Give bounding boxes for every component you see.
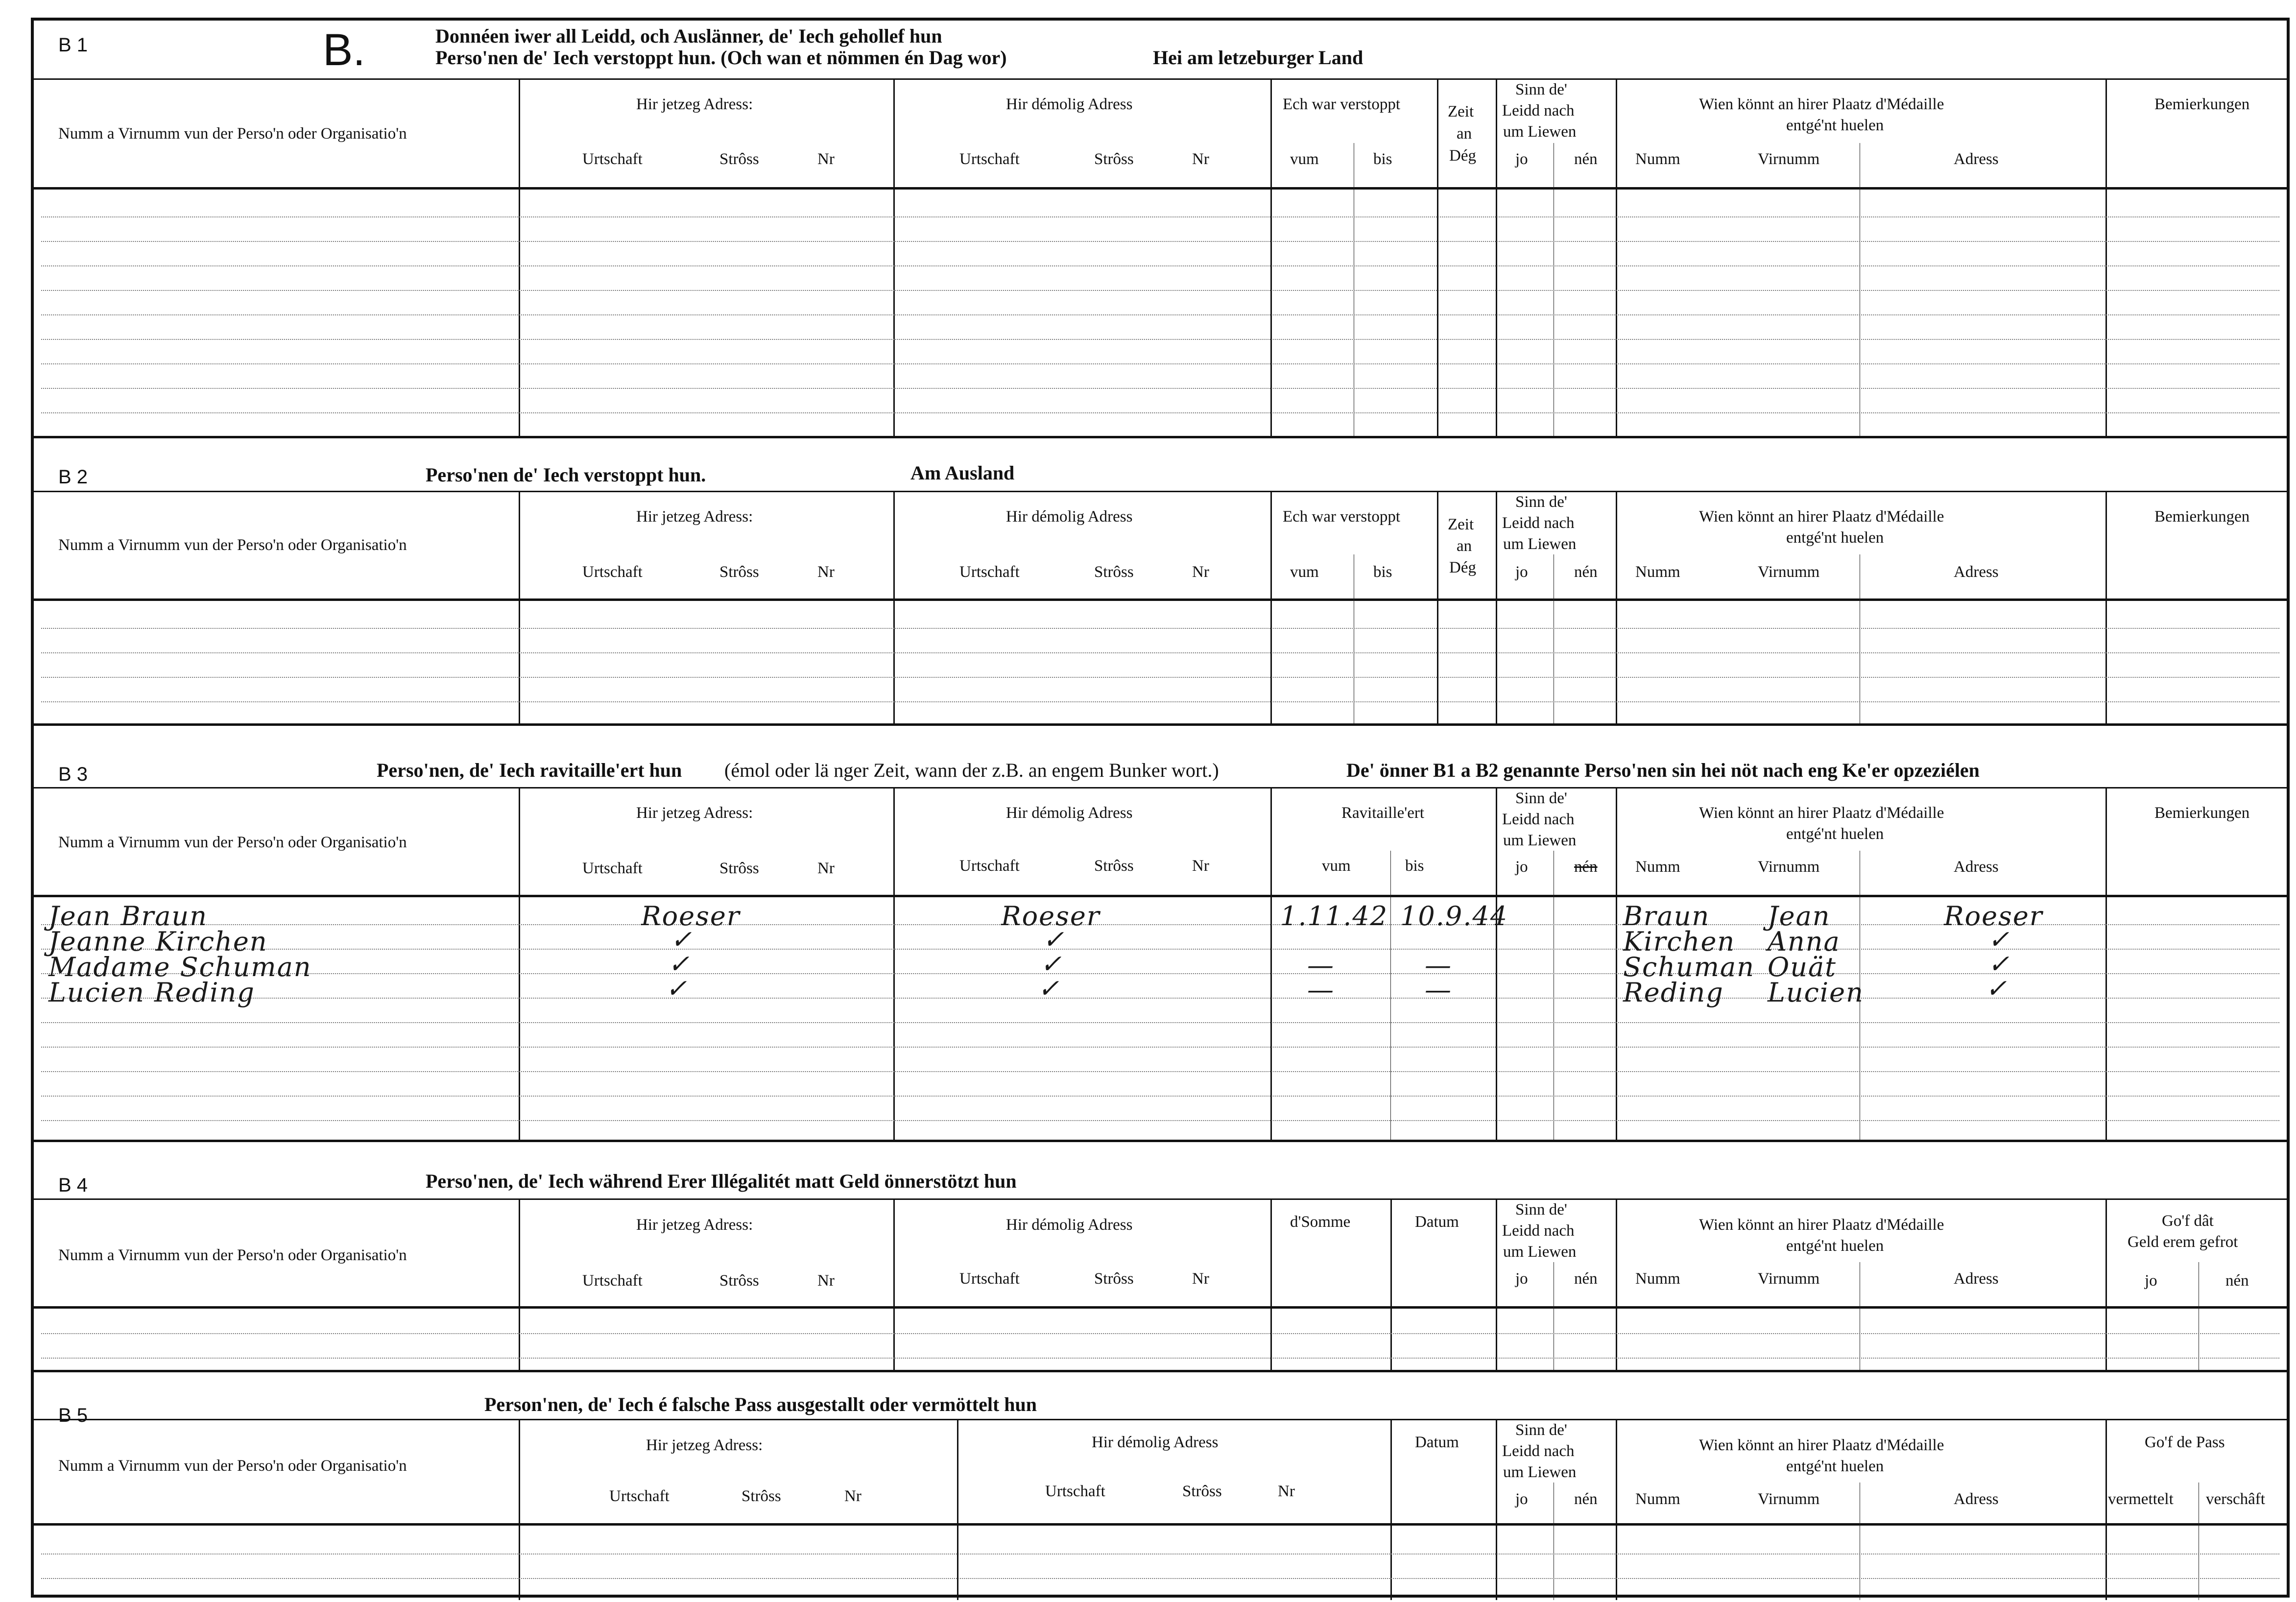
col-first-name: Virnumm	[1758, 1490, 1820, 1508]
col-yes: jo	[2145, 1272, 2157, 1290]
section-b2-code: B 2	[58, 466, 88, 488]
col-alive-3: um Liewen	[1503, 535, 1577, 553]
form-title-line1: Donnéen iwer all Leidd, och Auslänner, de' Iech gehollef hun	[435, 25, 942, 47]
form-sheet-b	[31, 18, 2290, 1598]
col-days-2: an	[1457, 537, 1472, 555]
col-first-name: Virnumm	[1758, 858, 1820, 876]
entry-former-town: ✓	[1040, 950, 1062, 979]
section-b1	[34, 21, 2287, 461]
entry-town: ✓	[666, 974, 687, 1004]
col-days-3: Dég	[1449, 559, 1476, 576]
col-street: Strôss	[1094, 563, 1134, 581]
col-yes: jo	[1515, 563, 1528, 581]
col-name: Numm a Virnumm vun der Perso'n oder Organisatio'n	[58, 125, 407, 143]
col-medal-1: Wien könnt an hirer Plaatz d'Médaille	[1699, 1436, 1944, 1454]
col-days-3: Dég	[1449, 147, 1476, 165]
col-number: Nr	[1192, 857, 1209, 875]
col-street: Strôss	[719, 860, 759, 877]
col-money-returned-1: Go'f dât	[2162, 1212, 2214, 1230]
col-former-address: Hir démolig Adress	[1006, 1216, 1133, 1234]
entry-medal-address: ✓	[1988, 925, 2009, 955]
col-address: Adress	[1954, 1490, 1999, 1508]
col-current-address: Hir jetzeg Adress:	[636, 804, 753, 822]
col-alive-1: Sinn de'	[1515, 1421, 1567, 1439]
section-b2-title: Perso'nen de' Iech verstoppt hun.	[426, 464, 706, 486]
col-number: Nr	[817, 563, 835, 581]
col-town: Urtschaft	[959, 563, 1020, 581]
col-to: bis	[1405, 857, 1424, 875]
col-name: Numm a Virnumm vun der Perso'n oder Organisatio'n	[58, 1457, 407, 1475]
col-street: Strôss	[1182, 1482, 1222, 1500]
col-remarks: Bemierkungen	[2154, 96, 2250, 113]
col-sum: d'Somme	[1290, 1213, 1351, 1231]
col-medal-2: entgé'nt huelen	[1786, 529, 1884, 547]
col-number: Nr	[1192, 150, 1209, 168]
entry-to: 10.9.44	[1400, 901, 1508, 932]
col-street: Strôss	[719, 1272, 759, 1290]
col-medal-1: Wien könnt an hirer Plaatz d'Médaille	[1699, 96, 1944, 113]
col-town: Urtschaft	[959, 150, 1020, 168]
entry-to: —	[1425, 950, 1452, 980]
col-supplied: Ravitaille'ert	[1341, 804, 1425, 822]
col-medal-2: entgé'nt huelen	[1786, 825, 1884, 843]
form-title-location: Hei am letzeburger Land	[1153, 47, 1363, 69]
entry-town: Roeser	[641, 901, 741, 932]
section-b2	[34, 461, 2287, 721]
col-last-name: Numm	[1635, 858, 1680, 876]
col-no: nén	[1574, 858, 1598, 876]
col-address: Adress	[1954, 1270, 1999, 1288]
entry-former-town: ✓	[1043, 925, 1064, 955]
section-b4-code: B 4	[58, 1174, 88, 1196]
col-alive-1: Sinn de'	[1515, 493, 1567, 511]
section-b3-title: Perso'nen, de' Iech ravitaille'ert hun	[377, 759, 682, 781]
col-current-address: Hir jetzeg Adress:	[636, 508, 753, 526]
col-alive-3: um Liewen	[1503, 1243, 1577, 1261]
col-town: Urtschaft	[959, 857, 1020, 875]
col-former-address: Hir démolig Adress	[1092, 1434, 1219, 1451]
col-alive-1: Sinn de'	[1515, 1201, 1567, 1219]
col-street: Strôss	[741, 1487, 781, 1505]
col-from: vum	[1290, 150, 1319, 168]
section-b2-location: Am Ausland	[910, 462, 1015, 484]
entry-medal-last: Kirchen	[1623, 926, 1736, 957]
entry-name: Jean Braun	[48, 901, 208, 932]
entry-former-town: Roeser	[1001, 901, 1100, 932]
section-b3-title-note: (émol oder lä nger Zeit, wann der z.B. an engem Bunker wort.)	[724, 759, 1219, 781]
col-alive-3: um Liewen	[1503, 1463, 1577, 1481]
form-title-line2: Perso'nen de' Iech verstoppt hun. (Och wan et nömmen én Dag wor)	[435, 47, 1007, 69]
col-first-name: Virnumm	[1758, 150, 1820, 168]
col-alive-1: Sinn de'	[1515, 81, 1567, 98]
col-alive-1: Sinn de'	[1515, 789, 1567, 807]
section-b1-code: B 1	[58, 34, 88, 56]
col-to: bis	[1373, 150, 1392, 168]
entry-from: —	[1307, 974, 1335, 1005]
col-date: Datum	[1415, 1434, 1459, 1451]
col-pass-given: Go'f de Pass	[2145, 1434, 2225, 1451]
col-alive-2: Leidd nach	[1502, 102, 1575, 120]
col-number: Nr	[1192, 563, 1209, 581]
col-days-2: an	[1457, 125, 1472, 143]
col-address: Adress	[1954, 563, 1999, 581]
section-b3-note: De' önner B1 a B2 genannte Perso'nen sin hei nöt nach eng Ke'er opzeziélen	[1346, 759, 1980, 781]
col-last-name: Numm	[1635, 1270, 1680, 1288]
col-former-address: Hir démolig Adress	[1006, 508, 1133, 526]
col-no: nén	[1574, 1270, 1598, 1288]
col-number: Nr	[817, 860, 835, 877]
section-b5	[34, 1372, 2287, 1598]
col-street: Strôss	[1094, 150, 1134, 168]
col-current-address: Hir jetzeg Adress:	[636, 1216, 753, 1234]
col-town: Urtschaft	[1045, 1482, 1105, 1500]
entry-name: Madame Schuman	[48, 952, 312, 982]
col-current-address: Hir jetzeg Adress:	[636, 96, 753, 113]
col-current-address: Hir jetzeg Adress:	[646, 1436, 763, 1454]
col-yes: jo	[1515, 1270, 1528, 1288]
col-yes: jo	[1515, 150, 1528, 168]
entry-medal-first: Anna	[1768, 926, 1841, 957]
col-name: Numm a Virnumm vun der Perso'n oder Organisatio'n	[58, 834, 407, 851]
col-town: Urtschaft	[582, 1272, 643, 1290]
section-b3	[34, 723, 2287, 1159]
col-number: Nr	[1192, 1270, 1209, 1288]
col-medal-1: Wien könnt an hirer Plaatz d'Médaille	[1699, 1216, 1944, 1234]
entry-medal-address: ✓	[1985, 974, 2007, 1004]
entry-medal-address: ✓	[1988, 950, 2009, 979]
col-street: Strôss	[1094, 1270, 1134, 1288]
entry-medal-last: Schuman	[1623, 952, 1755, 982]
col-town: Urtschaft	[582, 150, 643, 168]
entry-former-town: ✓	[1038, 974, 1059, 1004]
col-money-returned-2: Geld erem gefrot	[2128, 1233, 2238, 1251]
col-last-name: Numm	[1635, 150, 1680, 168]
col-alive-2: Leidd nach	[1502, 1442, 1575, 1460]
col-days-1: Zeit	[1448, 516, 1474, 533]
col-street: Strôss	[1094, 857, 1134, 875]
entry-town: ✓	[670, 925, 692, 955]
col-town: Urtschaft	[959, 1270, 1020, 1288]
section-b3-code: B 3	[58, 764, 88, 785]
entry-medal-last: Reding	[1623, 977, 1724, 1008]
section-b5-title: Person'nen, de' Iech é falsche Pass ausgestallt oder vermöttelt hun	[484, 1393, 1037, 1415]
entry-medal-first: Lucien	[1768, 977, 1864, 1008]
col-name: Numm a Virnumm vun der Perso'n oder Organisatio'n	[58, 536, 407, 554]
col-medal-1: Wien könnt an hirer Plaatz d'Médaille	[1699, 508, 1944, 526]
col-alive-2: Leidd nach	[1502, 514, 1575, 532]
entry-medal-address: Roeser	[1944, 901, 2043, 932]
col-alive-3: um Liewen	[1503, 832, 1577, 849]
col-alive-3: um Liewen	[1503, 123, 1577, 141]
col-hidden-period: Ech war verstoppt	[1283, 96, 1401, 113]
col-first-name: Virnumm	[1758, 1270, 1820, 1288]
col-obtained: verschâft	[2206, 1490, 2265, 1508]
col-number: Nr	[817, 1272, 835, 1290]
col-address: Adress	[1954, 858, 1999, 876]
col-last-name: Numm	[1635, 1490, 1680, 1508]
col-street: Strôss	[719, 563, 759, 581]
entry-name: Jeanne Kirchen	[48, 926, 268, 957]
col-to: bis	[1373, 563, 1392, 581]
entry-name: Lucien Reding	[48, 977, 255, 1008]
col-from: vum	[1290, 563, 1319, 581]
col-medal-2: entgé'nt huelen	[1786, 117, 1884, 134]
entry-medal-last: Braun	[1623, 901, 1710, 932]
col-address: Adress	[1954, 150, 1999, 168]
col-no: nén	[1574, 150, 1598, 168]
col-remarks: Bemierkungen	[2154, 804, 2250, 822]
entry-from: 1.11.42	[1280, 901, 1388, 932]
section-b4-title: Perso'nen, de' Iech während Erer Illégalitét matt Geld önnerstötzt hun	[426, 1170, 1017, 1192]
col-hidden-period: Ech war verstoppt	[1283, 508, 1401, 526]
entry-medal-first: Jean	[1768, 901, 1831, 932]
col-from: vum	[1322, 857, 1351, 875]
col-yes: jo	[1515, 858, 1528, 876]
col-no: nén	[2225, 1272, 2249, 1290]
col-days-1: Zeit	[1448, 103, 1474, 120]
col-alive-2: Leidd nach	[1502, 811, 1575, 828]
col-no: nén	[1574, 1490, 1598, 1508]
col-medal-1: Wien könnt an hirer Plaatz d'Médaille	[1699, 804, 1944, 822]
col-medal-2: entgé'nt huelen	[1786, 1237, 1884, 1255]
col-number: Nr	[1278, 1482, 1295, 1500]
col-alive-2: Leidd nach	[1502, 1222, 1575, 1240]
col-former-address: Hir démolig Adress	[1006, 804, 1133, 822]
col-no: nén	[1574, 563, 1598, 581]
entry-town: ✓	[668, 950, 690, 979]
col-medal-2: entgé'nt huelen	[1786, 1458, 1884, 1475]
col-town: Urtschaft	[582, 860, 643, 877]
col-name: Numm a Virnumm vun der Perso'n oder Organisatio'n	[58, 1246, 407, 1264]
col-date: Datum	[1415, 1213, 1459, 1231]
col-town: Urtschaft	[582, 563, 643, 581]
col-number: Nr	[817, 150, 835, 168]
col-former-address: Hir démolig Adress	[1006, 96, 1133, 113]
col-street: Strôss	[719, 150, 759, 168]
section-b4	[34, 1142, 2287, 1387]
col-mediated: vermettelt	[2108, 1490, 2174, 1508]
col-remarks: Bemierkungen	[2154, 508, 2250, 526]
col-yes: jo	[1515, 1490, 1528, 1508]
entry-medal-first: Ouät	[1768, 952, 1837, 982]
entry-to: —	[1425, 974, 1452, 1005]
col-town: Urtschaft	[609, 1487, 670, 1505]
form-letter: B.	[323, 25, 365, 75]
section-b5-code: B 5	[58, 1405, 88, 1426]
col-number: Nr	[844, 1487, 861, 1505]
entry-from: —	[1307, 950, 1335, 980]
col-last-name: Numm	[1635, 563, 1680, 581]
col-first-name: Virnumm	[1758, 563, 1820, 581]
